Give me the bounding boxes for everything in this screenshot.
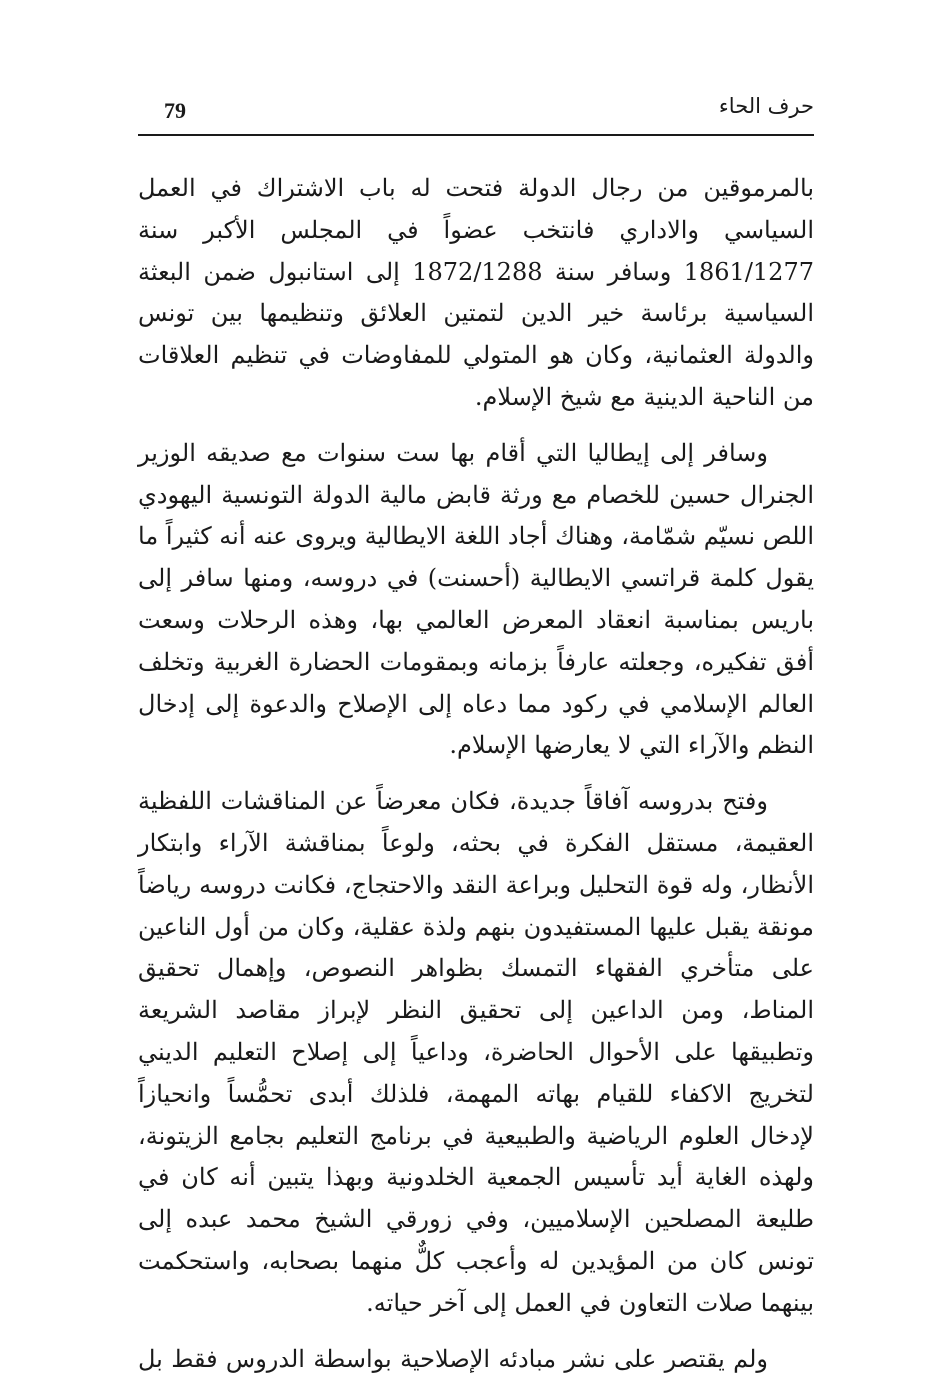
body-text [138,168,814,1380]
paragraph-2: وسافر إلى إيطاليا التي أقام بها ست سنوات مع صديقه الوزير الجنرال حسين للخصام مع ورثة قابض مالية الدولة التونسية اليهودي اللص نسيّم شمّامة، وهناك أجاد اللغة الايطالية ويروى عنه أنه كثيراً ما يقول كلمة قراتسي الايطالية (أحسنت) في دروسه، ومنها سافر إلى باريس بمناسبة انعقاد المعرض العالمي بها، وهذه الرحلات وسعت أفق تفكيره، وجعلته عارفاً بزمانه وبمقومات الحضارة الغربية وتخلف العالم الإسلامي في ركود مما دعاه إلى الإصلاح والدعوة إلى إدخال النظم والآراء التي لا يعارضها الإسلام. [138,438,815,760]
header-rule [138,134,814,136]
chapter-title: حرف الحاء [718,94,814,118]
page-number: 79 [164,98,186,123]
paragraph-4: ولم يقتصر على نشر مبادئه الإصلاحية بواسطة الدروس فقط بل [138,1344,768,1373]
paragraph-3: وفتح بدروسه آفاقاً جديدة، فكان معرضاً عن المناقشات اللفظية العقيمة، مستقل الفكرة في بحثه، ولوعاً بمناقشة الآراء وابتكار الأنظار، وله قوة التحليل وبراعة النقد والاحتجاج، فكانت دروسه رياضاً مونقة يقبل عليها المستفيدون بنهم ولذة عقلية، وكان من أول الناعين على متأخري الفقهاء التمسك بظواهر النصوص، وإهمال تحقيق المناط، ومن الداعين إلى تحقيق النظر لإبراز مقاصد الشريعة وتطبيقها على الأحوال الحاضرة، وداعياً إلى إصلاح التعليم الديني لتخريج الاكفاء للقيام بهاته المهمة، فلذلك أبدى تحمُّساً وانحيازاً لإدخال العلوم الرياضية والطبيعية في برنامج التعليم بجامع الزيتونة، ولهذه الغاية أيد تأسيس الجمعية الخلدونية وبهذا يتبين أنه كان في طليعة المصلحين الإسلاميين، وفي زورقي الشيخ محمد عبده إلى تونس كان من المؤيدين له وأعجب كلٌّ منهما بصحابه، واستحكمت بينهما صلات التعاون في العمل إلى آخر حياته. [138,787,814,1317]
running-header [138,92,814,128]
paragraph-1: بالمرموقين من رجال الدولة فتحت له باب الاشتراك في العمل السياسي والاداري فانتخب عضواً في المجلس الأكبر سنة 1861/1277 وسافر سنة 1872/1288 إلى استانبول ضمن البعثة السياسية برئاسة خير الدين لتمتين العلائق وتنظيمها بين تونس والدولة العثمانية، وكان هو المتولي للمفاوضات في تنظيم العلاقات من الناحية الدينية مع شيخ الإسلام. [138,174,814,411]
